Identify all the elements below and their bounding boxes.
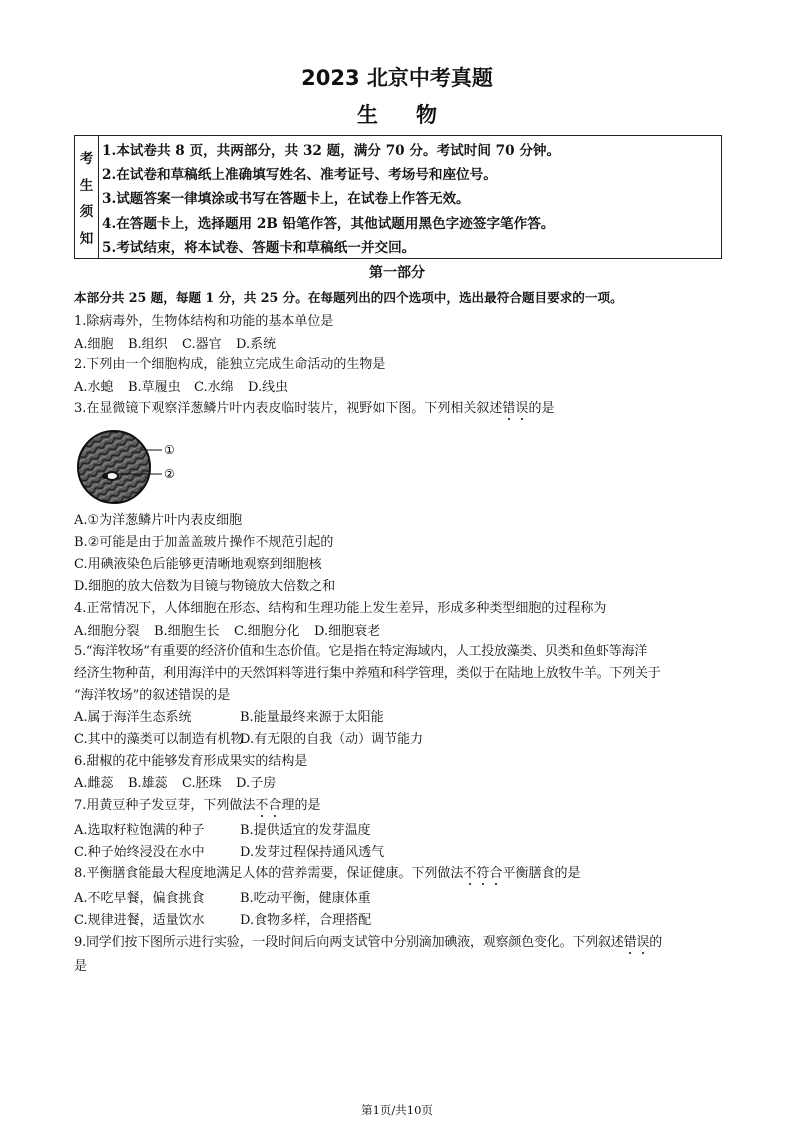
- emphasis-char: 不: [463, 866, 477, 881]
- option: D.线虫: [248, 380, 289, 395]
- question-5-line-3: “海洋牧场”的叙述错误的是: [74, 688, 231, 703]
- page-footer: 第1页/共10页: [361, 1103, 433, 1117]
- option: D.子房: [236, 776, 277, 791]
- question-5-options-row-1: [74, 706, 384, 725]
- question-3-option-a: A.①为洋葱鳞片叶内表皮细胞: [74, 513, 243, 528]
- question-3-stem: [74, 397, 554, 416]
- question-4-stem: 4.正常情况下，人体细胞在形态、结构和生理功能上发生差异，形成多种类型细胞的过程称为: [74, 601, 607, 616]
- exam-notice-box: [74, 135, 722, 259]
- question-5-line-1: 5.“海洋牧场”有重要的经济价值和生态价值。它是指在特定海域内，人工投放藻类、贝类和鱼虾等海洋: [74, 644, 647, 659]
- stem-text: 的: [649, 935, 663, 950]
- question-2-stem: 2.下列由一个细胞构成，能独立完成生命活动的生物是: [74, 357, 386, 372]
- question-8-options-row-2: [74, 909, 371, 928]
- notice-label-char: 须: [79, 204, 94, 221]
- option: C.其中的藻类可以制造有机物: [74, 732, 244, 747]
- question-2-options: [74, 376, 288, 395]
- option: B.草履虫: [128, 380, 181, 395]
- question-5-line-2: 经济生物种苗，利用海洋中的天然饵料等进行集中养殖和科学管理，类似于在陆地上放牧牛羊。下列关于: [74, 666, 661, 681]
- option: C.胚珠: [182, 776, 222, 791]
- option: B.提供适宜的发芽温度: [240, 823, 371, 838]
- question-1-stem: 1.除病毒外，生物体结构和功能的基本单位是: [74, 314, 334, 329]
- option: A.选取籽粒饱满的种子: [74, 823, 205, 838]
- question-1-options: [74, 333, 276, 352]
- emphasis-char: 合: [268, 798, 282, 813]
- emphasis-char: 符: [476, 866, 490, 881]
- microscope-field-figure: [72, 427, 182, 507]
- option: B.组织: [128, 337, 168, 352]
- option: C.水绵: [194, 380, 234, 395]
- notice-item: 2.在试卷和草稿纸上准确填写姓名、准考证号、考场号和座位号。: [102, 167, 497, 184]
- question-3-option-b: B.②可能是由于加盖盖玻片操作不规范引起的: [74, 535, 334, 550]
- option: A.不吃早餐，偏食挑食: [74, 891, 205, 906]
- question-6-options: [74, 772, 276, 791]
- question-4-options: [74, 620, 380, 639]
- option: A.细胞: [74, 337, 114, 352]
- figure-label-2: ②: [164, 467, 175, 481]
- emphasis-char: 合: [489, 866, 503, 881]
- option: B.雄蕊: [128, 776, 168, 791]
- notice-list: [99, 136, 721, 258]
- option: A.水螅: [74, 380, 114, 395]
- cell-nucleus: [102, 473, 108, 479]
- notice-label-char: 考: [79, 151, 94, 168]
- option: D.食物多样，合理搭配: [240, 913, 372, 928]
- stem-text: 的是: [528, 401, 555, 416]
- option: A.属于海洋生态系统: [74, 710, 192, 725]
- section-instruction: 本部分共 25 题，每题 1 分，共 25 分。在每题列出的四个选项中，选出最符合题目要求的一项。: [74, 290, 623, 305]
- section-heading: 第一部分: [369, 265, 425, 281]
- option: A.细胞分裂: [74, 624, 140, 639]
- option: D.有无限的自我（动）调节能力: [240, 732, 424, 747]
- option: C.种子始终浸没在水中: [74, 845, 205, 860]
- stem-text: 理的是: [281, 798, 321, 813]
- question-7-options-row-1: [74, 819, 371, 838]
- stem-text: 3.在显微镜下观察洋葱鳞片叶内表皮临时装片，视野如下图。下列相关叙述: [74, 401, 503, 416]
- notice-label: [75, 136, 99, 258]
- emphasis-char: 错: [502, 401, 516, 416]
- stem-text: 7.用黄豆种子发豆芽，下列做法: [74, 798, 256, 813]
- question-7-options-row-2: [74, 841, 384, 860]
- question-8-options-row-1: [74, 887, 371, 906]
- page-title: 2023 北京中考真题: [301, 66, 493, 90]
- option: B.细胞生长: [154, 624, 220, 639]
- emphasis-char: 不: [255, 798, 269, 813]
- emphasis-char: 误: [515, 401, 529, 416]
- question-8-stem: [74, 862, 580, 881]
- notice-label-char: 知: [79, 230, 94, 247]
- notice-item: 1.本试卷共 8 页，共两部分，共 32 题，满分 70 分。考试时间 70 分钟。: [102, 143, 561, 159]
- option: D.细胞衰老: [314, 624, 381, 639]
- option: A.雌蕊: [74, 776, 114, 791]
- option: B.能量最终来源于太阳能: [240, 710, 384, 725]
- figure-label-1: ①: [164, 443, 175, 457]
- question-7-stem: [74, 794, 320, 813]
- stem-text: 9.同学们按下图所示进行实验，一段时间后向两支试管中分别滴加碘液，观察颜色变化。下列叙述: [74, 935, 624, 950]
- stem-text: 平衡膳食的是: [502, 866, 581, 881]
- notice-item: 5.考试结束，将本试卷、答题卡和草稿纸一并交回。: [102, 239, 416, 256]
- option: C.器官: [182, 337, 222, 352]
- notice-item: 3.试题答案一律填涂或书写在答题卡上，在试卷上作答无效。: [102, 191, 470, 208]
- question-5-options-row-2: [74, 728, 423, 747]
- notice-label-char: 生: [79, 177, 94, 194]
- question-9-stem: [74, 931, 662, 950]
- emphasis-char: 误: [636, 935, 650, 950]
- notice-item: 4.在答题卡上，选择题用 2B 铅笔作答，其他试题用黑色字迹签字笔作答。: [102, 215, 555, 232]
- option: B.吃动平衡，健康体重: [240, 891, 371, 906]
- option: D.发芽过程保持通风透气: [240, 845, 385, 860]
- option: D.系统: [236, 337, 277, 352]
- option: C.细胞分化: [234, 624, 300, 639]
- question-3-option-c: C.用碘液染色后能够更清晰地观察到细胞核: [74, 557, 322, 572]
- subject-title: 生物: [357, 103, 475, 127]
- question-3-option-d: D.细胞的放大倍数为目镜与物镜放大倍数之和: [74, 579, 336, 594]
- stem-text: 8.平衡膳食能最大程度地满足人体的营养需要，保证健康。下列做法: [74, 866, 464, 881]
- option: C.规律进餐，适量饮水: [74, 913, 205, 928]
- emphasis-char: 错: [623, 935, 637, 950]
- question-9-stem-line-2: 是: [74, 959, 88, 974]
- question-6-stem: 6.甜椒的花中能够发育形成果实的结构是: [74, 754, 308, 769]
